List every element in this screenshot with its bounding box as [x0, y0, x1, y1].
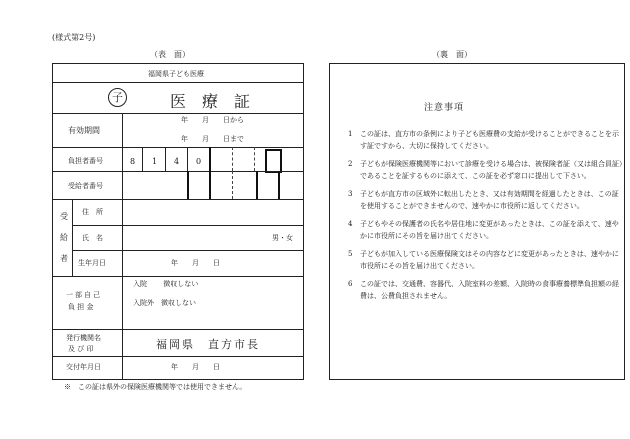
issuer-label-line1: 発行機関名 — [66, 334, 101, 342]
divider — [122, 276, 123, 329]
payer-digit-4: 0 — [196, 157, 202, 166]
card-header: 福岡県子ども医療 — [148, 70, 204, 78]
birth-date-label: 生年月日 — [78, 259, 106, 267]
divider — [278, 171, 280, 199]
divider — [53, 199, 303, 200]
divider — [209, 171, 211, 199]
validity-label: 有効期間 — [68, 126, 100, 135]
recipient-label-3: 者 — [60, 254, 68, 263]
divider — [209, 147, 211, 171]
divider — [72, 199, 73, 276]
payer-digit-3: 4 — [174, 157, 180, 166]
copay-outpatient: 入院外 徴収しない — [133, 299, 196, 307]
notes-list — [348, 128, 623, 308]
divider — [142, 147, 143, 171]
copay-inpatient: 入院 徴収しない — [133, 280, 199, 288]
divider — [53, 113, 303, 114]
note-item: 1 この証は、直方市の条例により子ども医療費の支給が受けることができることを示す証ですから、大切に保持してください。 — [348, 130, 619, 150]
validity-to: 年 月 日まで — [181, 135, 244, 143]
footnote: ※ この証は県外の保険医療機関等では使用できません。 — [64, 383, 247, 391]
issue-date-value: 年 月 日 — [171, 363, 220, 371]
issue-date-label: 交付年月日 — [66, 363, 101, 371]
divider — [72, 225, 303, 226]
validity-from: 年 月 日から — [181, 116, 244, 124]
divider — [122, 171, 123, 199]
card-title: 医 療 証 — [170, 92, 251, 111]
recipient-label-1: 受 — [60, 212, 68, 221]
payer-digit-1: 8 — [130, 157, 136, 166]
divider — [254, 147, 255, 171]
sex-field: 男・女 — [272, 234, 293, 242]
note-item: 5 子どもが加入している医療保険文はその内容などに変更があったときは、速やかに市役所にその旨を届け出てください。 — [348, 250, 619, 270]
recipient-label-2: 給 — [60, 233, 68, 242]
divider — [122, 147, 123, 171]
check-digit-box — [265, 149, 282, 173]
divider — [53, 276, 303, 277]
copay-label-line1: 一部自己 — [66, 291, 102, 299]
divider — [53, 356, 303, 357]
payer-number-label: 負担者番号 — [68, 157, 103, 165]
notes-title: 注意事項 — [424, 103, 465, 113]
issuer-name: 福岡県 直方市長 — [156, 338, 260, 351]
note-item: 6 この証では、交通費、容器代、入院室料の差額、入院時の食事療養標準負担額の経費は、公費負担されません。 — [348, 280, 619, 300]
payer-digit-2: 1 — [152, 157, 158, 166]
note-item: 4 子どもやその保護者の氏名や居住地に変更があったときは、この証を添えて、速やかに市役所にその旨を届け出てください。 — [348, 220, 619, 240]
divider — [122, 329, 123, 356]
note-item: 2 子どもが保険医療機関等において診療を受ける場合は、被保険者証（又は組合員証）であることを証するものに添えて、この証を必ず窓口に提出して下さい。 — [348, 160, 623, 180]
divider — [72, 250, 303, 251]
front-label: （表 面） — [150, 50, 190, 59]
back-label: （裏 面） — [432, 50, 472, 59]
name-label: 氏 名 — [82, 234, 103, 242]
issuer-label-line2: 及 び 印 — [68, 345, 94, 353]
divider — [53, 329, 303, 330]
divider — [232, 147, 233, 171]
birth-date-value: 年 月 日 — [171, 259, 220, 267]
divider — [232, 171, 233, 199]
divider — [165, 147, 166, 171]
address-label: 住 所 — [82, 208, 103, 216]
divider — [122, 113, 123, 147]
note-item: 3 子どもが直方市の区域外に転出したとき、又は有効期間を経過したときは、この証を使用することができませんので、速やかに市役所に返してください。 — [348, 190, 619, 210]
divider — [122, 199, 123, 276]
divider — [187, 147, 188, 171]
child-symbol: 子 — [108, 88, 127, 107]
divider — [187, 171, 189, 199]
divider — [122, 356, 123, 379]
copay-label-line2: 負 担 金 — [68, 303, 94, 311]
divider — [53, 171, 303, 172]
recipient-number-label: 受給者番号 — [68, 182, 103, 190]
divider — [53, 82, 303, 83]
divider — [256, 171, 258, 199]
divider — [53, 147, 303, 148]
form-number: (様式第2号) — [52, 33, 96, 42]
